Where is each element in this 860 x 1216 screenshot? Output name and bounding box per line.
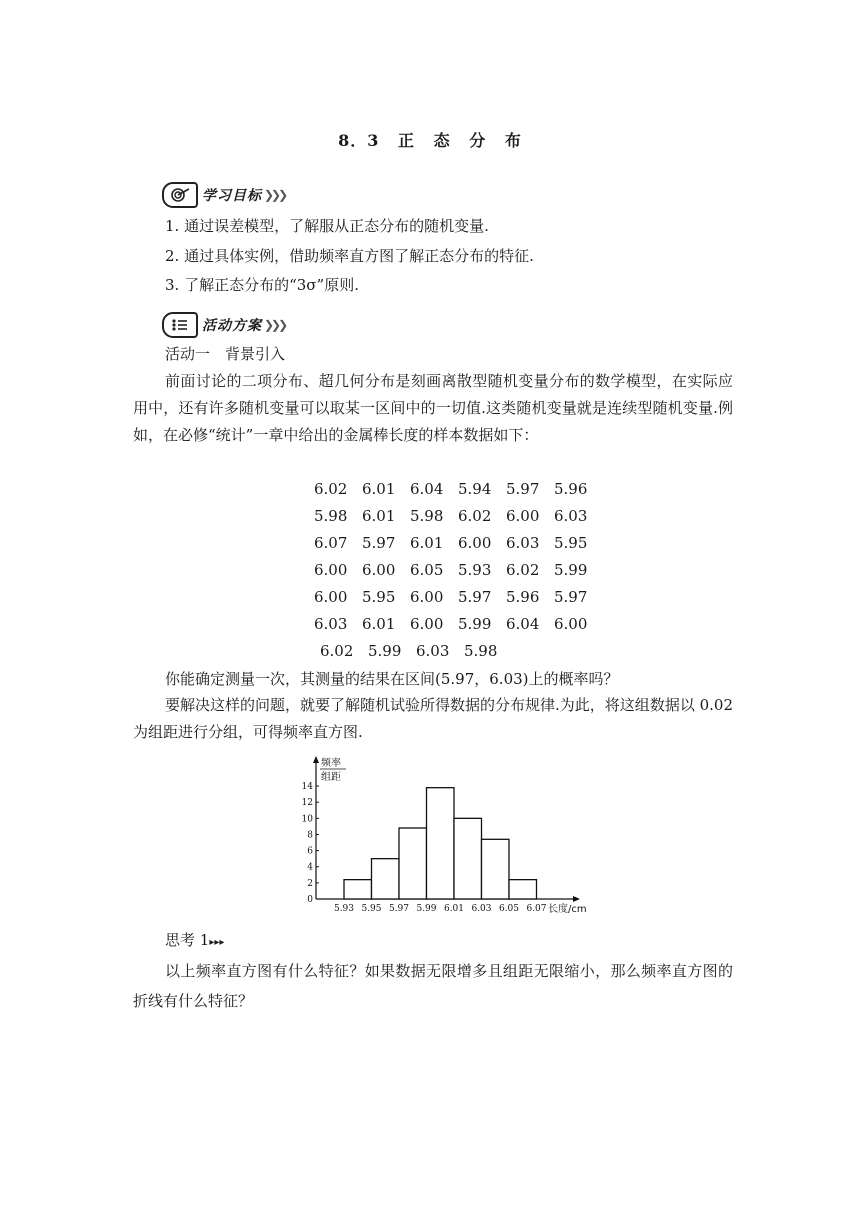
data-row	[314, 561, 602, 588]
data-cell: 6.00	[410, 615, 444, 633]
data-cell: 5.98	[314, 507, 348, 525]
data-cell: 6.00	[362, 561, 396, 579]
y-axis-arrow	[313, 756, 319, 763]
data-cell: 6.00	[314, 588, 348, 606]
question-paragraph: 你能确定测量一次，其测量的结果在区间(5.97，6.03)上的概率吗？	[165, 670, 619, 688]
data-cell: 6.00	[314, 561, 348, 579]
data-cell: 5.97	[458, 588, 492, 606]
data-row	[314, 615, 602, 642]
histogram-bar	[344, 880, 372, 899]
data-cell: 5.99	[458, 615, 492, 633]
y-tick-label: 14	[301, 782, 313, 793]
y-tick-label: 0	[307, 895, 313, 905]
data-cell: 6.05	[410, 561, 444, 579]
data-cell: 6.00	[554, 615, 588, 633]
histogram-bar	[482, 839, 510, 899]
x-tick-label: 6.01	[443, 904, 465, 914]
data-cell: 6.03	[314, 615, 348, 633]
data-row	[314, 588, 602, 615]
data-row	[314, 507, 602, 534]
goal-item: 3. 了解正态分布的“3σ”原则.	[165, 276, 359, 294]
method-paragraph: 要解决这样的问题，就要了解随机试验所得数据的分布规律.为此，将这组数据以 0.02 为组距进行分组，可得频率直方图.	[133, 696, 733, 741]
list-icon	[162, 312, 198, 338]
data-cell: 6.07	[314, 534, 348, 552]
title-char: 布	[504, 131, 522, 150]
activity-banner-label: 活动方案	[202, 318, 262, 334]
think1-text: 以上频率直方图有什么特征？如果数据无限增多且组距无限缩小，那么频率直方图的折线有什么特征？	[133, 962, 733, 1010]
data-cell: 6.02	[458, 507, 492, 525]
activity-banner	[162, 312, 285, 338]
title-char: 态	[433, 131, 451, 150]
histogram-bar	[399, 828, 427, 899]
y-tick-label: 8	[307, 830, 313, 841]
data-table	[314, 480, 602, 669]
x-tick-label: 5.97	[388, 904, 410, 914]
y-label-bottom: 组距	[321, 772, 341, 783]
x-tick-label: 6.07	[526, 904, 547, 914]
chevrons-icon: ❯❯❯	[264, 318, 286, 332]
title-char: 分	[469, 131, 487, 150]
goal-item: 2. 通过具体实例，借助频率直方图了解正态分布的特征.	[165, 247, 534, 265]
data-cell: 6.01	[362, 507, 396, 525]
x-tick-label: 6.05	[498, 904, 520, 914]
x-tick-label: 5.93	[333, 904, 355, 914]
goals-banner	[162, 182, 285, 208]
page-title	[0, 128, 860, 151]
x-tick-label: 5.95	[361, 904, 382, 914]
target-icon	[162, 182, 198, 208]
data-cell: 5.97	[554, 588, 588, 606]
data-cell: 6.01	[410, 534, 444, 552]
data-cell: 6.04	[506, 615, 540, 633]
data-cell: 5.98	[410, 507, 444, 525]
data-cell: 5.95	[362, 588, 396, 606]
histogram-bar	[509, 880, 537, 899]
data-cell: 5.94	[458, 480, 492, 498]
data-cell: 5.99	[368, 642, 402, 660]
title-char: 正	[398, 131, 416, 150]
data-cell: 5.96	[506, 588, 540, 606]
y-tick-label: 4	[307, 862, 313, 873]
x-tick-label: 6.03	[471, 904, 492, 914]
goals-banner-label: 学习目标	[202, 188, 262, 204]
data-cell: 6.01	[362, 615, 396, 633]
data-cell: 6.03	[416, 642, 450, 660]
y-tick-label: 10	[301, 814, 313, 825]
data-cell: 5.97	[362, 534, 396, 552]
chevrons-icon: ❯❯❯	[264, 188, 286, 202]
data-cell: 6.02	[314, 480, 348, 498]
x-axis-arrow	[573, 896, 580, 902]
data-cell: 5.95	[554, 534, 588, 552]
think1-label: 思考 1	[165, 931, 210, 949]
x-label: 长度/cm	[548, 904, 587, 915]
histogram	[298, 754, 588, 920]
bars-group	[344, 788, 537, 899]
data-cell: 5.93	[458, 561, 492, 579]
y-tick-label: 6	[307, 846, 313, 857]
data-cell: 6.03	[506, 534, 540, 552]
data-row	[320, 642, 602, 669]
histogram-svg	[298, 754, 588, 916]
data-cell: 6.03	[554, 507, 588, 525]
data-cell: 6.00	[410, 588, 444, 606]
data-cell: 6.01	[362, 480, 396, 498]
x-tick-label: 5.99	[416, 904, 437, 914]
intro-paragraph: 前面讨论的二项分布、超几何分布是刻画离散型随机变量分布的数学模型，在实际应用中，还有许多随机变量可以取某一区间中的一切值.这类随机变量就是连续型随机变量.例如，在必修“统计”一章中给出的金属棒长度的样本数据如下：	[133, 372, 733, 444]
data-row	[314, 480, 602, 507]
data-cell: 5.98	[464, 642, 498, 660]
data-cell: 5.99	[554, 561, 588, 579]
histogram-bar	[454, 818, 482, 899]
histogram-bar	[427, 788, 455, 899]
data-row	[314, 534, 602, 561]
activity-heading: 活动一 背景引入	[165, 345, 286, 363]
y-tick-label: 2	[307, 878, 313, 889]
think1-heading	[165, 930, 224, 953]
y-tick-label: 12	[301, 798, 313, 809]
data-cell: 5.97	[506, 480, 540, 498]
goal-item: 1. 通过误差模型，了解服从正态分布的随机变量.	[165, 217, 489, 235]
data-cell: 6.00	[506, 507, 540, 525]
triangle-arrows-icon: ▸▸▸	[209, 937, 225, 948]
data-cell: 6.02	[506, 561, 540, 579]
y-label-top: 频率	[321, 758, 341, 769]
data-cell: 6.00	[458, 534, 492, 552]
data-cell: 5.96	[554, 480, 588, 498]
histogram-bar	[372, 859, 400, 899]
data-cell: 6.02	[320, 642, 354, 660]
section-number: 8．3	[338, 131, 380, 150]
data-cell: 6.04	[410, 480, 444, 498]
x-ticks-group	[334, 904, 547, 914]
